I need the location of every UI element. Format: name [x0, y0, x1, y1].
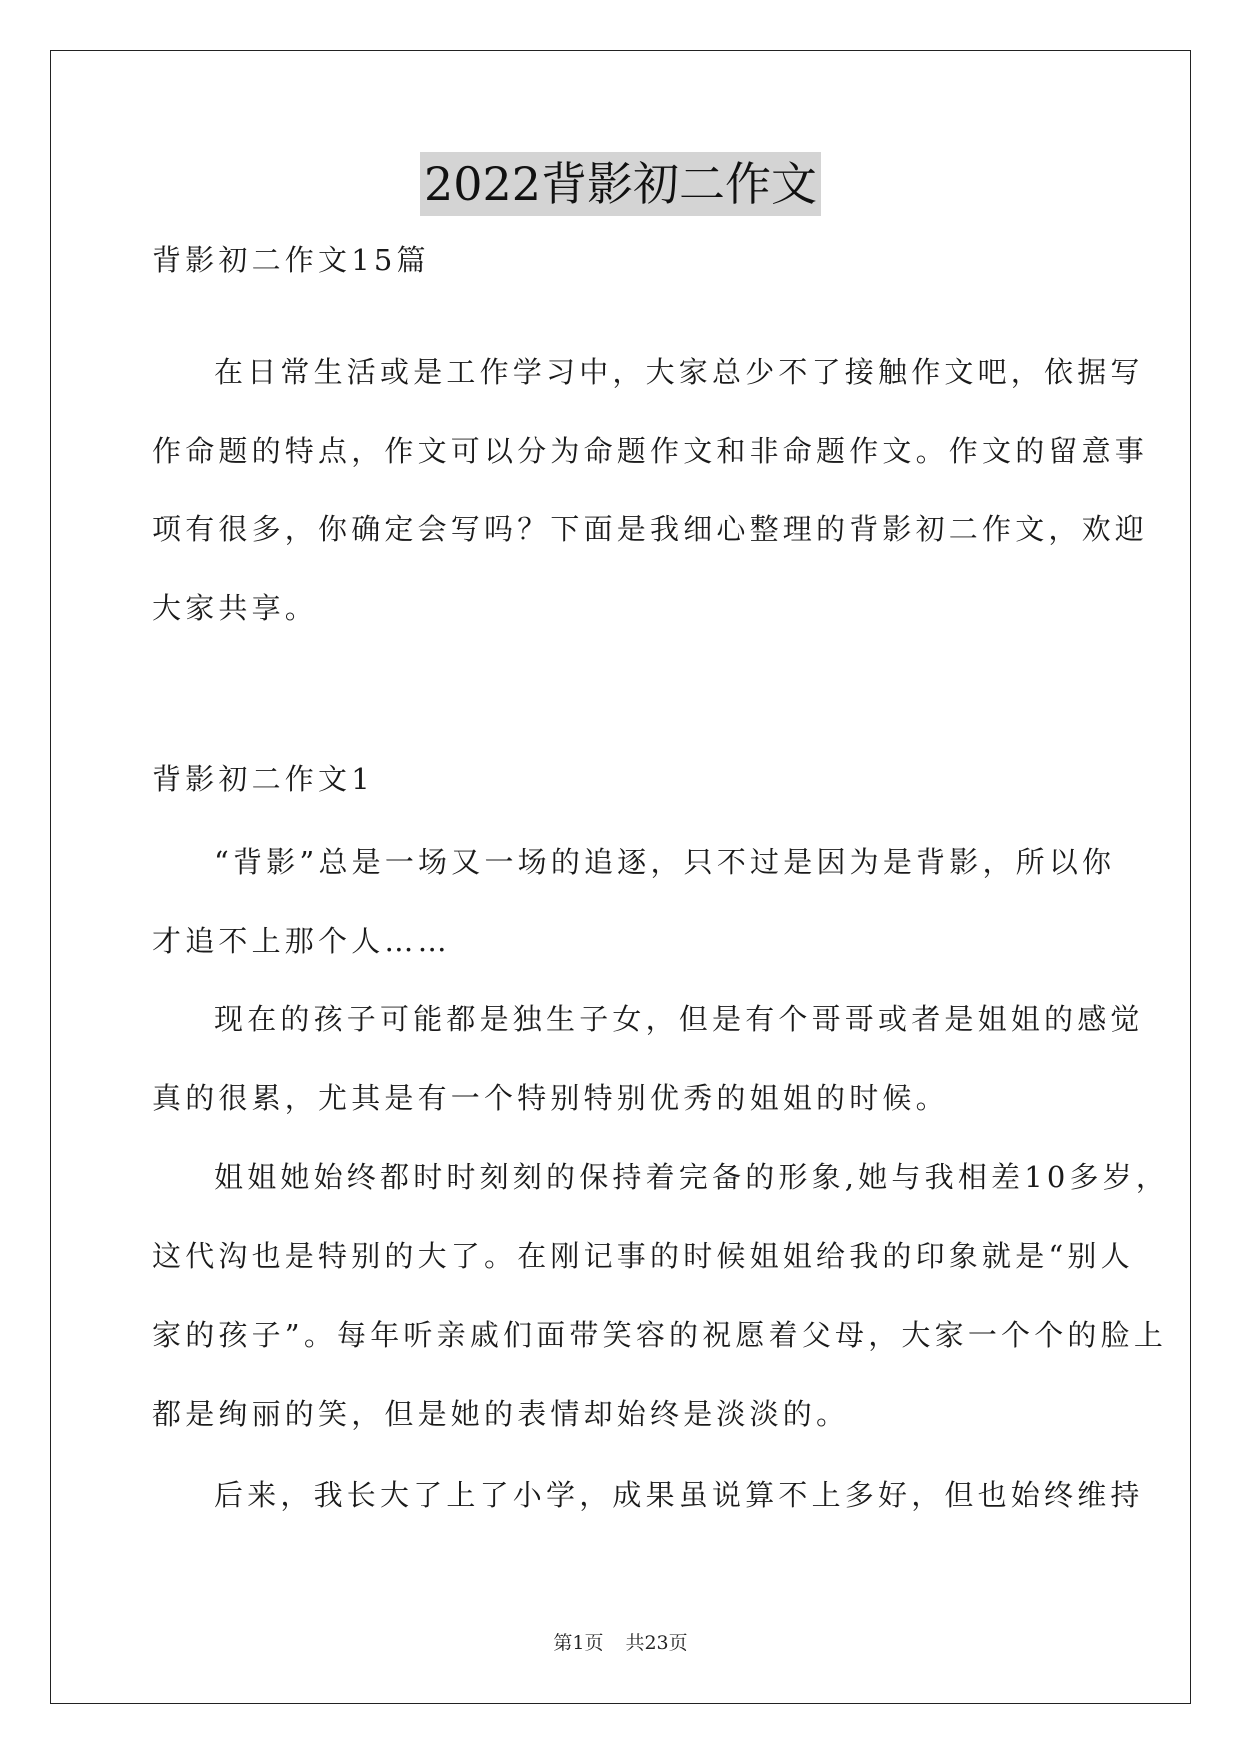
- page-total: 共23页: [625, 1632, 688, 1654]
- page-footer: [0, 1628, 1241, 1655]
- title-container: [0, 152, 1241, 216]
- section-heading: 背影初二作文1: [152, 762, 374, 796]
- paragraph2-line-2: 真的很累，尤其是有一个特别特别优秀的姐姐的时候。: [152, 1081, 949, 1115]
- paragraph3-line-3: 家的孩子”。每年听亲戚们面带笑容的祝愿着父母，大家一个个的脸上: [152, 1318, 1168, 1352]
- paragraph3-line-2: 这代沟也是特别的大了。在刚记事的时候姐姐给我的印象就是“别人: [152, 1239, 1134, 1273]
- paragraph2-line-1: 现在的孩子可能都是独生子女，但是有个哥哥或者是姐姐的感觉: [214, 1002, 1144, 1036]
- paragraph3-line-4: 都是绚丽的笑，但是她的表情却始终是淡淡的。: [152, 1397, 850, 1431]
- paragraph4-line-1: 后来，我长大了上了小学，成果虽说算不上多好，但也始终维持: [214, 1478, 1144, 1512]
- paragraph1-line-2: 才追不上那个人……: [152, 924, 451, 958]
- intro-line-2: 作命题的特点，作文可以分为命题作文和非命题作文。作文的留意事: [152, 434, 1149, 468]
- paragraph1-line-1: “背影”总是一场又一场的追逐，只不过是因为是背影，所以你: [214, 845, 1116, 879]
- intro-line-3: 项有很多，你确定会写吗？下面是我细心整理的背影初二作文，欢迎: [152, 512, 1149, 546]
- document-subtitle: 背影初二作文15篇: [152, 243, 430, 277]
- paragraph3-line-1: 姐姐她始终都时时刻刻的保持着完备的形象,她与我相差10多岁，: [214, 1160, 1170, 1194]
- document-title: 2022背影初二作文: [420, 152, 821, 216]
- intro-line-4: 大家共享。: [152, 591, 319, 625]
- page-number: 第1页: [553, 1632, 604, 1654]
- intro-line-1: 在日常生活或是工作学习中，大家总少不了接触作文吧，依据写: [214, 355, 1144, 389]
